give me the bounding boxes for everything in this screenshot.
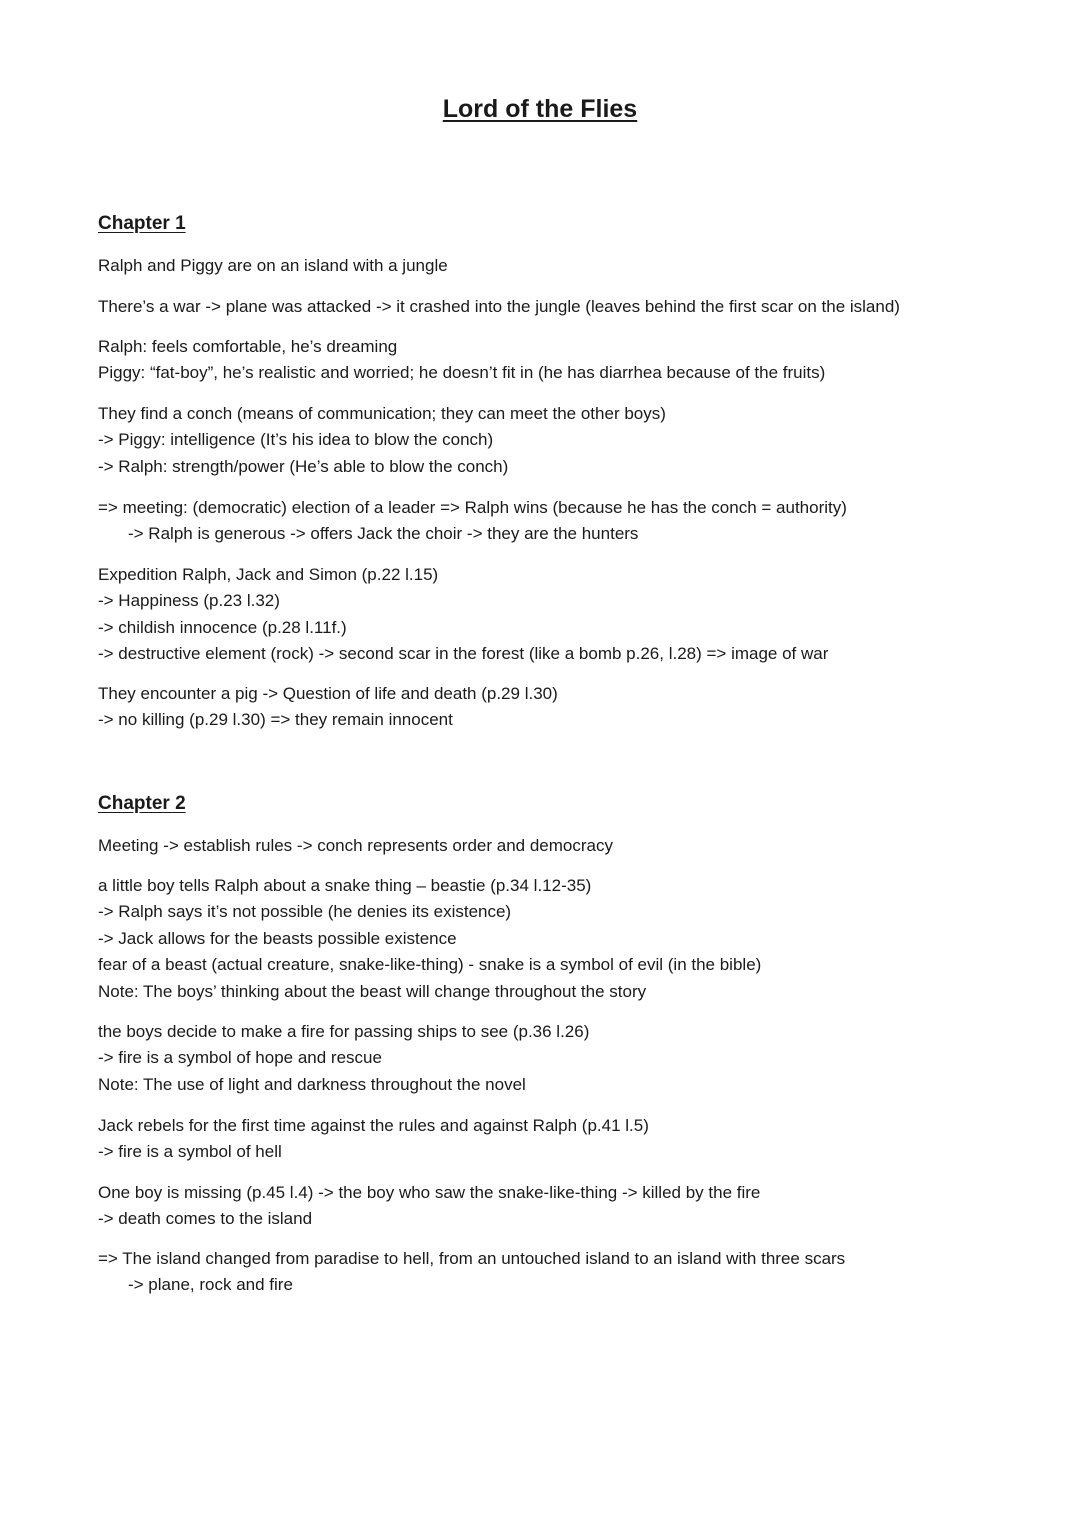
- text-line: Ralph and Piggy are on an island with a jungle: [98, 256, 448, 275]
- text-line: -> Happiness (p.23 l.32): [98, 591, 280, 611]
- text-line: -> fire is a symbol of hell: [98, 1142, 282, 1162]
- ch1-paragraph-6: [98, 562, 998, 668]
- ch2-paragraph-3: [98, 1019, 998, 1098]
- text-line: -> Ralph says it’s not possible (he denies its existence): [98, 902, 512, 922]
- text-line: They find a conch (means of communication; they can meet the other boys): [98, 404, 666, 423]
- text-line: -> destructive element (rock) -> second scar in the forest (like a bomb p.26, l.28) => image of war: [98, 644, 829, 664]
- ch1-paragraph-3: [98, 334, 998, 387]
- ch1-paragraph-5: [98, 495, 998, 548]
- ch2-paragraph-4: [98, 1113, 998, 1166]
- text-line: Note: The use of light and darkness throughout the novel: [98, 1074, 526, 1094]
- text-line: -> childish innocence (p.28 l.11f.): [98, 617, 347, 637]
- chapter-1-heading: Chapter 1: [98, 213, 186, 234]
- ch2-paragraph-2: [98, 873, 998, 1005]
- text-line: Expedition Ralph, Jack and Simon (p.22 l.15): [98, 565, 439, 584]
- chapter-2-heading: Chapter 2: [98, 793, 186, 814]
- text-line: Piggy: “fat-boy”, he’s realistic and worried; he doesn’t fit in (he has diarrhea because of the fruits): [98, 363, 826, 383]
- document-title-text: Lord of the Flies: [442, 95, 638, 123]
- text-line: fear of a beast (actual creature, snake-like-thing) - snake is a symbol of evil (in the bible): [98, 955, 762, 975]
- ch2-paragraph-5: [98, 1180, 998, 1233]
- text-line-indented: -> Ralph is generous -> offers Jack the choir -> they are the hunters: [128, 524, 639, 544]
- document-title: [0, 93, 1080, 125]
- text-line: They encounter a pig -> Question of life and death (p.29 l.30): [98, 684, 558, 703]
- ch1-paragraph-7: [98, 681, 998, 734]
- text-line: There’s a war -> plane was attacked -> it crashed into the jungle (leaves behind the first scar on the island): [98, 297, 900, 316]
- ch1-paragraph-2: [98, 294, 998, 320]
- text-line: Ralph: feels comfortable, he’s dreaming: [98, 337, 398, 356]
- ch1-paragraph-4: [98, 401, 998, 480]
- text-line: Jack rebels for the first time against the rules and against Ralph (p.41 l.5): [98, 1116, 649, 1135]
- text-line: -> fire is a symbol of hope and rescue: [98, 1048, 382, 1068]
- text-line: => The island changed from paradise to hell, from an untouched island to an island with three scars: [98, 1249, 846, 1268]
- ch1-paragraph-1: [98, 253, 998, 279]
- ch2-paragraph-6: [98, 1246, 998, 1299]
- text-line: Meeting -> establish rules -> conch represents order and democracy: [98, 836, 613, 855]
- ch2-paragraph-1: [98, 833, 998, 859]
- text-line: -> death comes to the island: [98, 1209, 313, 1229]
- text-line: => meeting: (democratic) election of a leader => Ralph wins (because he has the conch = authority): [98, 498, 847, 517]
- text-line: -> Ralph: strength/power (He’s able to blow the conch): [98, 456, 509, 476]
- text-line: the boys decide to make a fire for passing ships to see (p.36 l.26): [98, 1022, 590, 1041]
- text-line: -> Piggy: intelligence (It’s his idea to blow the conch): [98, 430, 494, 450]
- text-line: -> no killing (p.29 l.30) => they remain innocent: [98, 710, 453, 730]
- text-line: One boy is missing (p.45 l.4) -> the boy who saw the snake-like-thing -> killed by the fire: [98, 1183, 761, 1202]
- text-line: -> Jack allows for the beasts possible existence: [98, 928, 457, 948]
- text-line: a little boy tells Ralph about a snake thing – beastie (p.34 l.12-35): [98, 876, 592, 895]
- text-line: Note: The boys’ thinking about the beast will change throughout the story: [98, 981, 647, 1001]
- text-line-indented: -> plane, rock and fire: [128, 1275, 293, 1295]
